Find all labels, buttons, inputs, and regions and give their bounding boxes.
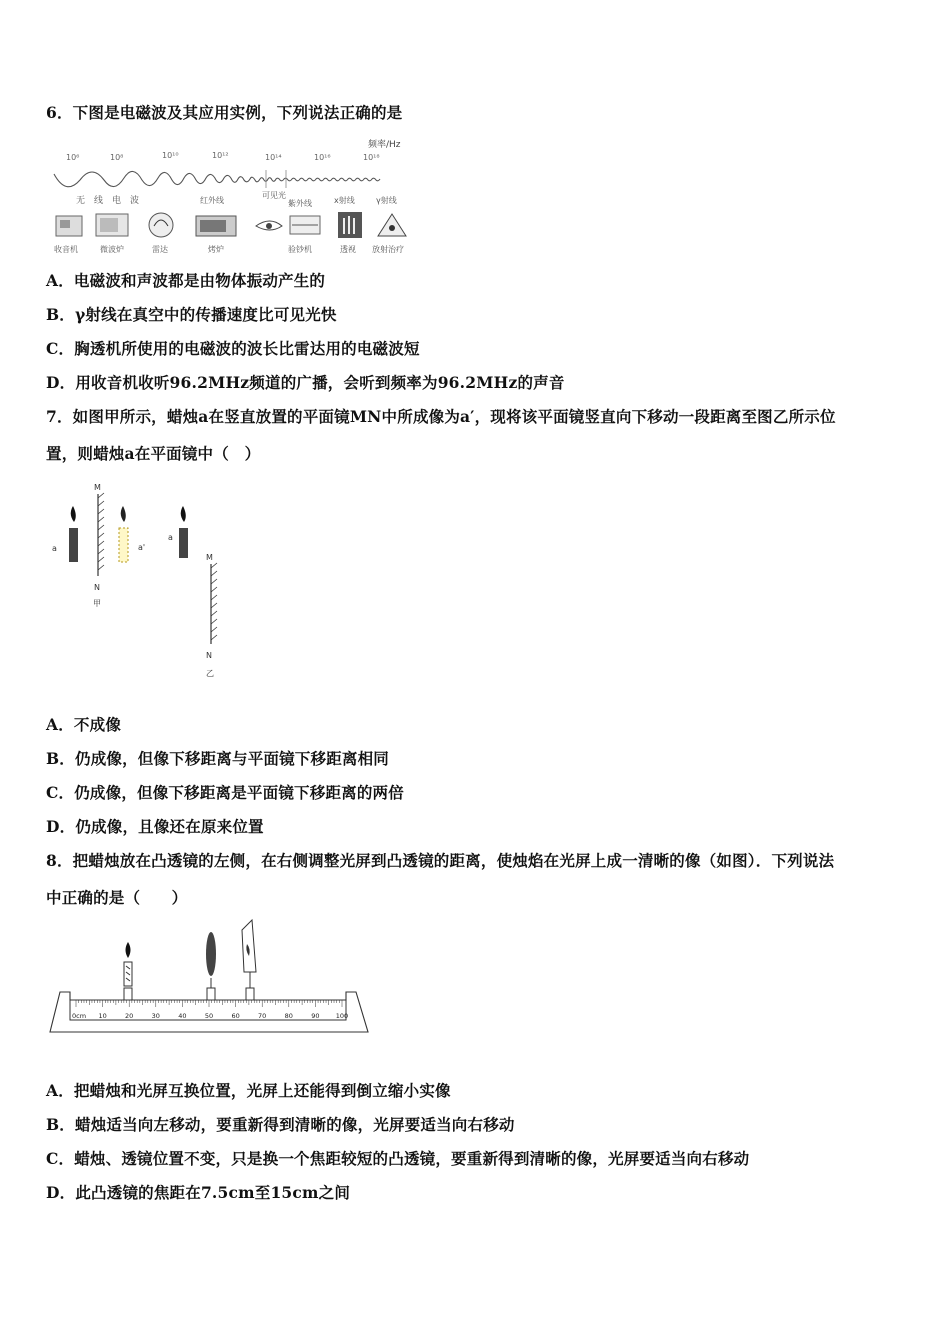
exp-6: 10¹⁶ (314, 153, 331, 162)
q7-option-d: D．仍成像，且像还在原来位置 (46, 817, 264, 836)
label-N-yi: N (206, 651, 212, 660)
convex-lens (206, 932, 216, 976)
q7-option-c: C．仍成像，但像下移距离是平面镜下移距离的两倍 (46, 783, 404, 802)
exp-4: 10¹² (212, 151, 229, 160)
label-a-jia: a (52, 544, 57, 553)
q7-option-a: A．不成像 (46, 715, 122, 734)
label-M-jia: M (94, 483, 101, 492)
ruler-label: 50 (204, 1012, 214, 1020)
ruler-label: 40 (178, 1012, 187, 1020)
q7-option-b: B．仍成像，但像下移距离与平面镜下移距离相同 (46, 749, 390, 768)
oven-icon (196, 216, 236, 236)
diagram-jia (52, 483, 145, 608)
ruler-label: 90 (311, 1012, 320, 1020)
em-spectrum-figure (50, 134, 415, 256)
wave-curve (54, 171, 380, 186)
light-screen (242, 920, 256, 972)
ruler-label: 20 (125, 1012, 134, 1020)
lens-holder (206, 932, 216, 1000)
xray-hand-icon (338, 212, 362, 238)
radio-icon (56, 216, 82, 236)
freq-label: 频率/Hz (368, 140, 401, 150)
app-oven: 烤炉 (208, 245, 224, 254)
q7-stem-line1: 7．如图甲所示，蜡烛a在竖直放置的平面镜MN中所成像为a′，现将该平面镜竖直向下移动一段距离至图乙所示位 (46, 407, 836, 426)
candle-holder (124, 942, 132, 1000)
label-a-yi: a (168, 533, 173, 542)
label-a-prime: a' (138, 543, 146, 552)
label-M-yi: M (206, 553, 213, 562)
mirror-figure (48, 478, 228, 683)
eye-icon (256, 221, 282, 230)
ruler-label: 60 (231, 1012, 240, 1020)
q8-stem-line1: 8．把蜡烛放在凸透镜的左侧，在右侧调整光屏到凸透镜的距离，使烛焰在光屏上成一清晰的像（如图）．下列说法 (46, 851, 835, 870)
band-xray: x射线 (334, 196, 355, 205)
candle-flame-bench (126, 942, 131, 958)
q6-stem: 6．下图是电磁波及其应用实例，下列说法正确的是 (46, 103, 403, 122)
app-radar: 雷达 (152, 245, 168, 254)
ruler-label: 80 (284, 1012, 293, 1020)
q8-option-a: A．把蜡烛和光屏互换位置，光屏上还能得到倒立缩小实像 (46, 1081, 451, 1100)
band-visible: 可见光 (262, 191, 286, 200)
radar-icon (149, 213, 173, 237)
candle-yi (179, 528, 188, 558)
app-therapy: 放射治疗 (372, 245, 404, 254)
band-ir: 红外线 (200, 196, 224, 205)
screen-holder (242, 920, 256, 1000)
band-gamma: γ射线 (376, 196, 397, 205)
exp-3: 10¹⁰ (162, 151, 179, 160)
exp-2: 10⁸ (110, 153, 124, 162)
ruler-label: 100 (335, 1012, 349, 1020)
candle-image-a-prime (119, 528, 128, 562)
ruler-label: 70 (258, 1012, 267, 1020)
exp-1: 10⁶ (66, 153, 80, 162)
q6-option-c: C．胸透机所使用的电磁波的波长比雷达用的电磁波短 (46, 339, 420, 358)
app-verifier: 验钞机 (288, 245, 312, 254)
app-radio: 收音机 (54, 245, 78, 254)
label-N-jia: N (94, 583, 100, 592)
ruler-label: 0cm (72, 1012, 87, 1020)
ruler-label: 30 (151, 1012, 160, 1020)
q6-option-d: D．用收音机收听96.2MHz频道的广播，会听到频率为96.2MHz的声音 (46, 373, 565, 392)
q7-stem-line2: 置，则蜡烛a在平面镜中（ ） (46, 444, 261, 463)
app-xray: 透视 (340, 245, 356, 254)
image-flame-a-prime (121, 506, 126, 522)
candle-flame-a (71, 506, 76, 522)
q8-option-d: D．此凸透镜的焦距在7.5cm至15cm之间 (46, 1183, 351, 1202)
candle-flame-yi (181, 506, 186, 522)
q6-option-a: A．电磁波和声波都是由物体振动产生的 (46, 271, 326, 290)
verifier-icon (290, 216, 320, 234)
caption-jia: 甲 (93, 599, 101, 608)
band-uv: 紫外线 (288, 199, 312, 208)
q8-stem-line2: 中正确的是（ ） (46, 888, 188, 907)
exp-5: 10¹⁴ (265, 153, 282, 162)
q6-option-b: B．γ射线在真空中的传播速度比可见光快 (46, 305, 337, 324)
caption-yi: 乙 (206, 669, 214, 678)
exp-7: 10¹⁸ (363, 153, 380, 162)
app-microwave: 微波炉 (100, 245, 124, 254)
radiation-icon (378, 214, 406, 236)
ruler-label: 10 (98, 1012, 107, 1020)
candle-a (69, 528, 78, 562)
q8-option-c: C．蜡烛、透镜位置不变，只是换一个焦距较短的凸透镜，要重新得到清晰的像，光屏要适当向右移动 (46, 1149, 750, 1168)
optical-bench-figure (46, 916, 376, 1036)
diagram-yi (168, 506, 217, 678)
band-radio: 无 线 电 波 (76, 196, 140, 206)
microwave-icon (96, 214, 128, 236)
q8-option-b: B．蜡烛适当向左移动，要重新得到清晰的像，光屏要适当向右移动 (46, 1115, 515, 1134)
